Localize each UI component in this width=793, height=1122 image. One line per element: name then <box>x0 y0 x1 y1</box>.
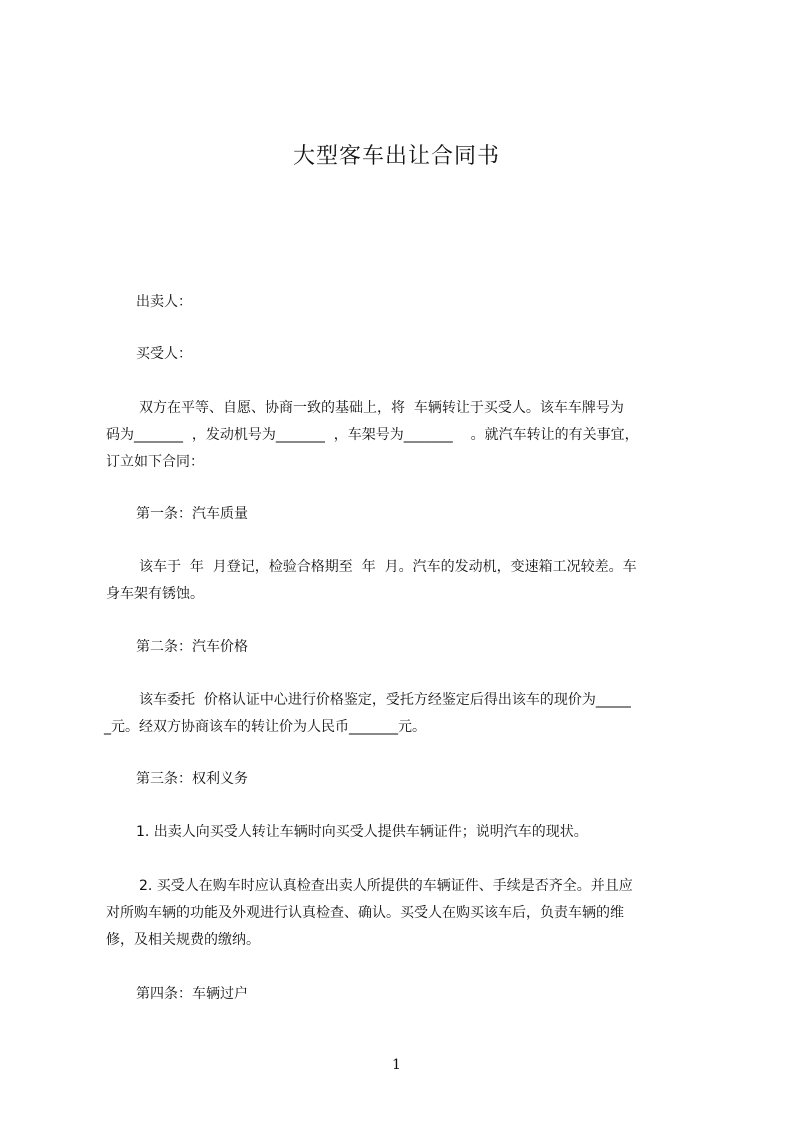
article-3-item-1: 1. 出卖人向买受人转让车辆时向买受人提供车辆证件；说明汽车的现状。 <box>136 824 588 840</box>
intro-line-3: 订立如下合同： <box>106 454 204 470</box>
article-2-line-1: 该车委托 价格认证中心进行价格鉴定，受托方经鉴定后得出该车的现价为_____ <box>139 692 631 708</box>
document-title: 大型客车出让合同书 <box>292 144 500 169</box>
article-3-item-2-line-1: 2. 买受人在购车时应认真检查出卖人所提供的车辆证件、手续是否齐全。并且应 <box>139 878 633 894</box>
article-3-item-2-line-2: 对所购车辆的功能及外观进行认真检查、确认。买受人在购买该车后，负责车辆的维 <box>106 905 624 921</box>
article-1-line-2: 身车架有锈蚀。 <box>106 586 204 602</box>
article-4-heading: 第四条：车辆过户 <box>136 986 248 1002</box>
article-2-line-2: _元。经双方协商该车的转让价为人民币_______元。 <box>104 719 426 735</box>
article-3-heading: 第三条：权利义务 <box>136 771 248 787</box>
article-1-line-1: 该车于 年 月登记，检验合格期至 年 月。汽车的发动机，变速箱工况较差。车 <box>139 559 637 575</box>
article-2-heading: 第二条：汽车价格 <box>136 639 248 655</box>
buyer-label: 买受人： <box>136 346 192 362</box>
intro-line-2: 码为_______ ，发动机号为_______ ，车架号为_______ 。就汽车转让的有关事宜， <box>106 427 639 443</box>
article-1-heading: 第一条：汽车质量 <box>136 506 248 522</box>
intro-line-1: 双方在平等、自愿、协商一致的基础上，将 车辆转让于买受人。该车车牌号为 <box>139 400 624 416</box>
seller-label: 出卖人： <box>136 294 192 310</box>
article-3-item-2-line-3: 修，及相关规费的缴纳。 <box>106 932 260 948</box>
page-number: 1 <box>392 1057 401 1073</box>
